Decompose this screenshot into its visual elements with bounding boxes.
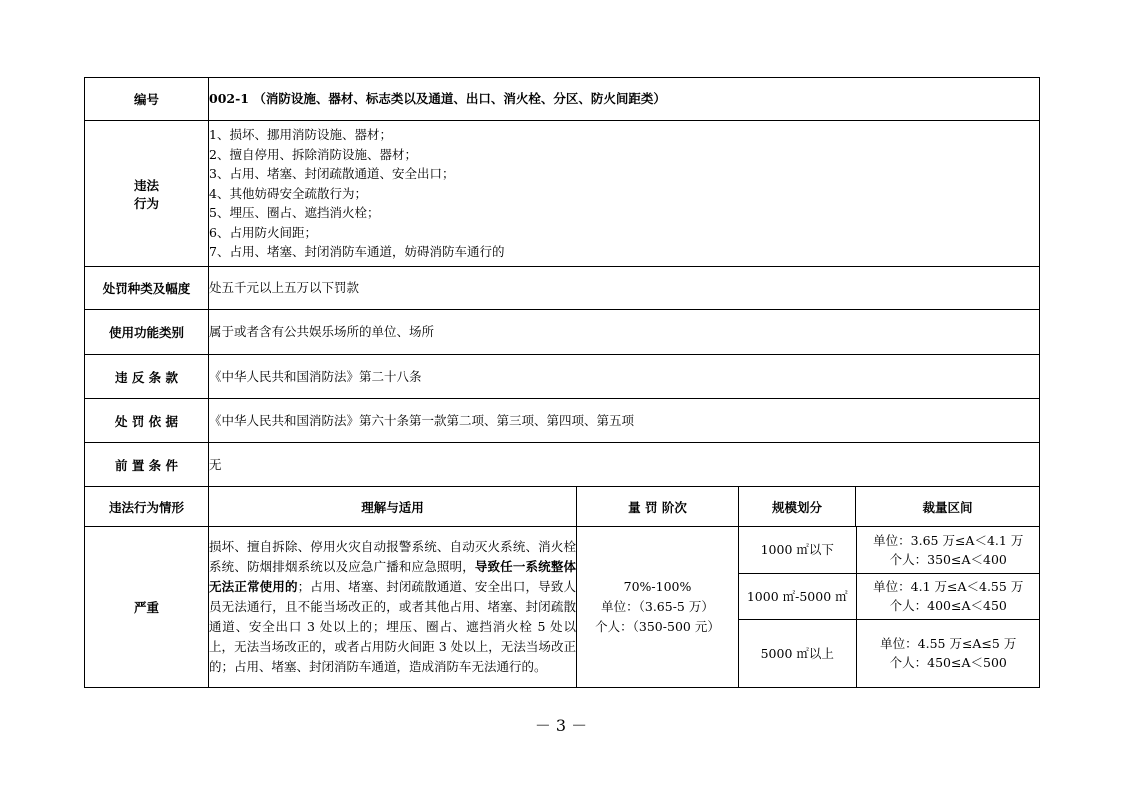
tier-range	[856, 527, 1040, 573]
tier-scale: 5000 ㎡以上	[739, 619, 856, 687]
tier-range-unit: 单位：3.65 万≤A＜4.1 万	[873, 532, 1024, 548]
violation-item: 1、损坏、挪用消防设施、器材；	[209, 127, 392, 143]
row-violation	[85, 121, 1040, 267]
page-number: － 3 －	[534, 716, 588, 735]
severe-level-person: 个人：（350-500 元）	[595, 619, 720, 634]
violation-item: 3、占用、堵塞、封闭疏散通道、安全出口；	[209, 166, 455, 182]
violation-item: 7、占用、堵塞、封闭消防车通道，妨碍消防车通行的	[209, 244, 505, 260]
label-severe: 严重	[85, 527, 209, 688]
severe-desc-post: ；占用、堵塞、封闭疏散通道、安全出口，导致人员无法通行，且不能当场改正的，或者其他占用、堵塞、封闭疏散通道、安全出口 3 处以上的；埋压、圈占、遮挡消火栓 5 处以上，无法当场改正的，或者占用防火间距 3 处以上，无法当场改正的；占用、堵塞、封闭消防车通道，造成消防车无法通行的。	[209, 579, 576, 674]
tier-range-unit: 单位：4.55 万≤A≤5 万	[880, 636, 1017, 652]
violation-item: 5、埋压、圈占、遮挡消火栓；	[209, 205, 380, 221]
label-basis: 处 罚 依 据	[85, 399, 209, 443]
row-violated-article	[85, 355, 1040, 399]
violation-item: 6、占用防火间距；	[209, 224, 317, 240]
tier-row	[739, 619, 1040, 687]
tier-range-person: 个人：400≤A＜450	[889, 598, 1007, 613]
value-basis: 《中华人民共和国消防法》第六十条第一款第二项、第三项、第四项、第五项	[209, 399, 1040, 443]
severe-level	[577, 527, 739, 688]
tier-range-unit: 单位：4.1 万≤A＜4.55 万	[873, 579, 1024, 594]
header-range: 裁量区间	[856, 487, 1040, 527]
header-level: 量 罚 阶次	[577, 487, 739, 527]
row-severe	[85, 527, 1040, 688]
value-penalty-type: 处五千元以上五万以下罚款	[209, 267, 1040, 310]
row-function-type	[85, 310, 1040, 355]
row-basis	[85, 399, 1040, 443]
label-violation-line2: 行为	[133, 195, 159, 211]
value-code: 002-1 （消防设施、器材、标志类以及通道、出口、消火栓、分区、防火间距类）	[209, 78, 1040, 121]
row-code	[85, 78, 1040, 121]
severe-desc-pre: 损坏、擅自拆除、停用火灾自动报警系统、自动灭火系统、消火栓系统、防烟排烟系统以及应急广播和应急照明，	[209, 539, 576, 574]
tier-range-person: 个人：450≤A＜500	[889, 655, 1007, 671]
value-function-type: 属于或者含有公共娱乐场所的单位、场所	[209, 310, 1040, 355]
header-scale: 规模划分	[739, 487, 856, 527]
tier-row	[739, 573, 1040, 619]
label-violation-line1: 违法	[133, 177, 159, 193]
violation-item: 2、擅自停用、拆除消防设施、器材；	[209, 146, 417, 162]
tier-range	[856, 573, 1040, 619]
severe-desc-bold: 导致任一系统整体无法正常使用的	[209, 559, 576, 594]
value-violated-article: 《中华人民共和国消防法》第二十八条	[209, 355, 1040, 399]
label-code: 编号	[85, 78, 209, 121]
value-precondition: 无	[209, 443, 1040, 487]
header-application: 理解与适用	[209, 487, 577, 527]
violation-item: 4、其他妨碍安全疏散行为；	[209, 185, 367, 201]
value-violation	[209, 121, 1040, 267]
penalty-table	[84, 77, 1040, 688]
label-violation	[85, 121, 209, 267]
row-penalty-type	[85, 267, 1040, 310]
label-penalty-type: 处罚种类及幅度	[85, 267, 209, 310]
tier-range	[856, 619, 1040, 687]
label-precondition: 前 置 条 件	[85, 443, 209, 487]
severe-description	[209, 527, 577, 688]
header-situation: 违法行为情形	[85, 487, 209, 527]
row-precondition	[85, 443, 1040, 487]
label-violated-article: 违 反 条 款	[85, 355, 209, 399]
severe-tiers	[739, 527, 1040, 688]
tier-scale: 1000 ㎡-5000 ㎡	[739, 573, 856, 619]
tier-table	[739, 527, 1040, 687]
row-headers	[85, 487, 1040, 527]
severe-level-percent: 70%-100%	[623, 579, 692, 594]
tier-row	[739, 527, 1040, 573]
severe-level-unit: 单位：（3.65-5 万）	[601, 599, 714, 614]
tier-range-person: 个人：350≤A＜400	[889, 551, 1007, 567]
tier-scale: 1000 ㎡以下	[739, 527, 856, 573]
label-function-type: 使用功能类别	[85, 310, 209, 355]
